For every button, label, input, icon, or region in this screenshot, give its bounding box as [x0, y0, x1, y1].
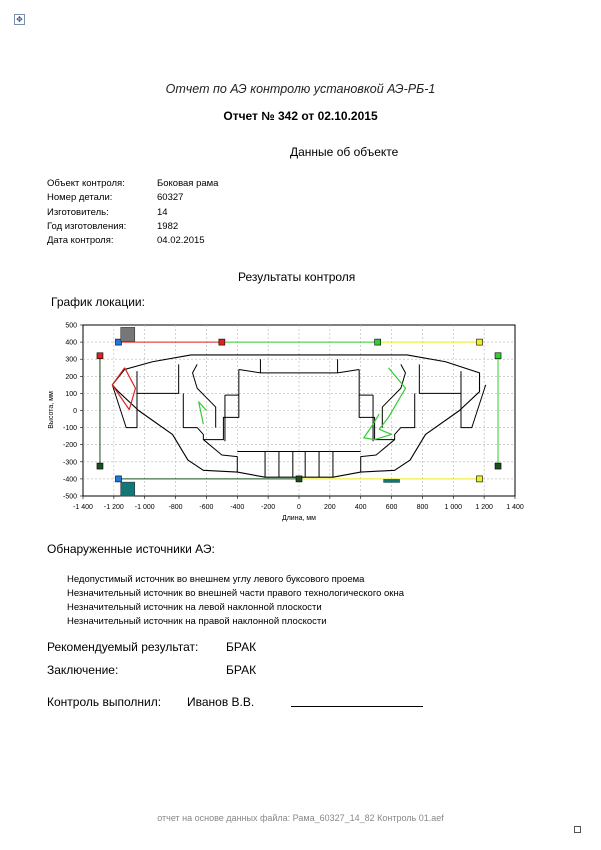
y-tick-label: 100 [65, 390, 77, 398]
sensor-marker [495, 353, 501, 359]
footer-source-file: отчет на основе данных файла: Рама_60327_14_82 Контроль 01.aef [157, 813, 444, 823]
x-tick-label: -1 000 [134, 504, 155, 511]
sensor-marker [97, 353, 103, 359]
x-tick-label: -1 200 [103, 504, 124, 511]
source-item: Незначительный источник на левой наклонной плоскости [67, 602, 322, 613]
sensor-marker [219, 339, 225, 345]
x-tick-label: 0 [297, 504, 301, 511]
x-tick-label: 1 400 [506, 504, 524, 511]
field-label-part-number: Номер детали: [47, 192, 113, 203]
y-tick-label: -500 [62, 493, 77, 501]
sensor-marker [495, 463, 501, 469]
x-tick-label: -400 [230, 504, 245, 511]
y-tick-label: -200 [62, 442, 77, 450]
source-item: Незначительный источник во внешней части правого технологического окна [67, 588, 404, 599]
signature-line [291, 706, 423, 707]
conclusion-value: БРАК [226, 663, 257, 677]
report-title: Отчет по АЭ контролю установкой АЭ-РБ-1 [165, 82, 436, 96]
sensor-marker [375, 339, 381, 345]
x-tick-label: -800 [168, 504, 183, 511]
sources-heading: Обнаруженные источники АЭ: [47, 542, 215, 556]
resize-handle-icon[interactable] [574, 826, 581, 833]
y-tick-label: -100 [62, 425, 77, 433]
y-tick-label: 0 [73, 408, 77, 415]
ae-source-marker [121, 482, 135, 496]
inspector-name: Иванов В.В. [187, 695, 255, 709]
field-value-control-date: 04.02.2015 [157, 235, 205, 246]
sensor-marker [477, 476, 483, 482]
field-value-object: Боковая рама [157, 178, 219, 189]
graph-label: График локации: [51, 295, 145, 309]
x-tick-label: 800 [416, 504, 429, 511]
ae-source-marker [384, 479, 400, 482]
field-value-manufacturer: 14 [157, 207, 168, 218]
field-label-object: Объект контроля: [47, 178, 125, 189]
source-item: Недопустимый источник во внешнем углу левого буксового проема [67, 574, 365, 585]
y-tick-label: 500 [65, 322, 77, 330]
sensor-marker [97, 463, 103, 469]
source-item: Незначительный источник на правой наклонной плоскости [67, 616, 327, 627]
y-tick-label: -300 [62, 459, 77, 467]
field-label-control-date: Дата контроля: [47, 235, 114, 246]
conclusion-label: Заключение: [47, 663, 119, 677]
object-data-heading: Данные об объекте [290, 145, 399, 159]
results-heading: Результаты контроля [238, 270, 356, 284]
field-value-year: 1982 [157, 221, 179, 232]
x-tick-label: -1 400 [73, 504, 93, 511]
table-move-handle-icon[interactable]: ✥ [14, 14, 25, 25]
recommended-value: БРАК [226, 640, 257, 654]
ae-source-marker [121, 327, 135, 341]
x-tick-label: 400 [354, 504, 367, 511]
report-number: Отчет № 342 от 02.10.2015 [223, 109, 378, 123]
sensor-marker [296, 476, 302, 482]
x-tick-label: 200 [324, 504, 336, 511]
x-tick-label: 600 [385, 504, 398, 511]
field-label-manufacturer: Изготовитель: [47, 207, 109, 218]
x-axis-label: Длина, мм [281, 515, 317, 522]
field-value-part-number: 60327 [157, 192, 184, 203]
y-tick-label: 400 [65, 339, 77, 347]
sensor-marker [115, 476, 121, 482]
y-tick-label: 300 [65, 356, 77, 364]
y-tick-label: -400 [62, 476, 77, 484]
x-tick-label: -200 [261, 504, 276, 511]
y-axis-label: Высота, мм [48, 391, 55, 429]
x-tick-label: -600 [199, 504, 214, 511]
sensor-marker [477, 339, 483, 345]
x-tick-label: 1 000 [444, 504, 463, 511]
inspector-label: Контроль выполнил: [47, 695, 162, 709]
field-label-year: Год изготовления: [47, 221, 127, 232]
x-tick-label: 1 200 [475, 504, 493, 511]
y-tick-label: 200 [65, 373, 77, 381]
recommended-label: Рекомендуемый результат: [47, 640, 199, 654]
